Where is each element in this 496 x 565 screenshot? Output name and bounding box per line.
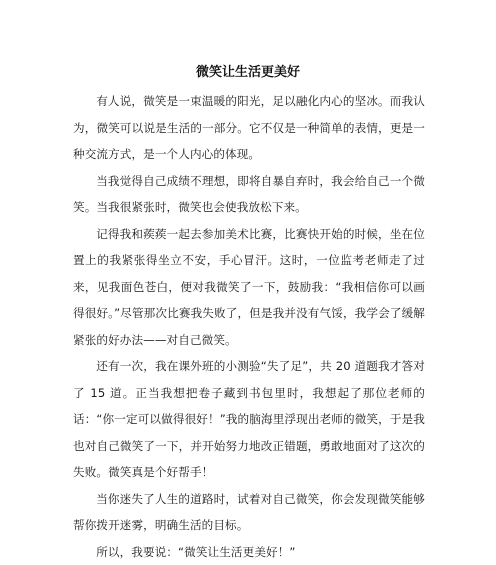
document-title: 微笑让生活更美好 xyxy=(0,63,496,83)
paragraph-4: 还有一次，我在课外班的小测验“失了足”，共 20 道题我才答对了 15 道。正当我想把卷子藏到书包里时，我想起了那位老师的话：“你一定可以做得很好！”我的脑海里浮现出老师的微笑，于是我也对自己微笑了一下，并开始努力地改正错题，勇敢地面对了这次的失败。微笑真是个好帮手！ xyxy=(73,353,425,486)
paragraph-2: 当我觉得自己成绩不理想，即将自暴自弃时，我会给自己一个微笑。当我很紧张时，微笑也会使我放松下来。 xyxy=(73,168,425,221)
paragraph-5: 当你迷失了人生的道路时，试着对自己微笑，你会发现微笑能够帮你拨开迷雾，明确生活的目标。 xyxy=(73,486,425,539)
paragraph-3: 记得我和蒺蒺一起去参加美术比赛，比赛快开始的时候，坐在位置上的我紧张得坐立不安，手心冒汗。这时，一位监考老师走了过来，见我面色苍白，便对我微笑了一下，鼓励我：“我相信你可以画得很好。”尽管那次比赛我失败了，但是我并没有气馁，我学会了缓解紧张的好办法——对自己微笑。 xyxy=(73,221,425,354)
document-body xyxy=(73,88,425,565)
paragraph-1: 有人说，微笑是一束温暖的阳光，足以融化内心的坚冰。而我认为，微笑可以说是生活的一部分。它不仅是一种简单的表情，更是一种交流方式，是一个人内心的体现。 xyxy=(73,88,425,168)
paragraph-6: 所以，我要说：“微笑让生活更美好！” xyxy=(73,539,425,565)
